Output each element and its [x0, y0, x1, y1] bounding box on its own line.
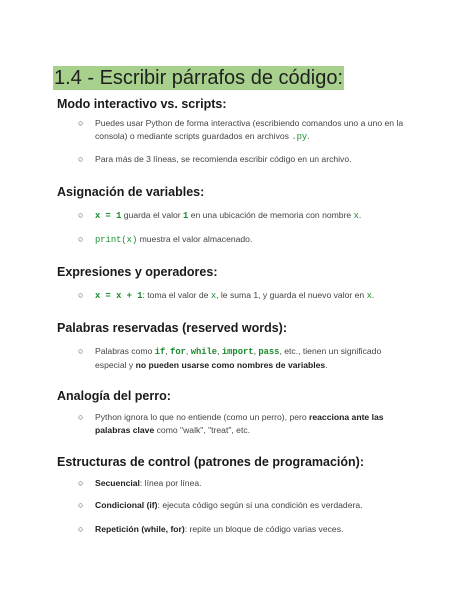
list-item: ○ Condicional (if): ejecuta código según si una condición es verdadera.: [78, 500, 363, 510]
list-item: ○ Para más de 3 líneas, se recomienda escribir código en un archivo.: [78, 154, 352, 164]
bullet-icon: ○: [78, 412, 84, 422]
page-title: 1.4 - Escribir párrafos de código:: [54, 67, 344, 89]
section-heading-assignment: Asignación de variables:: [57, 185, 205, 199]
bullet-icon: ○: [78, 500, 84, 510]
bullet-icon: ○: [78, 290, 84, 300]
list-item: ○ Puedes usar Python de forma interactiva (escribiendo comandos uno a uno en la consola) o mediante scripts guardados en archivos .py.: [78, 118, 404, 142]
bullet-icon: ○: [78, 154, 84, 164]
list-item: ○ x = x + 1: toma el valor de x, le suma 1, y guarda el nuevo valor en x.: [78, 290, 375, 301]
list-item: ○ Secuencial: línea por línea.: [78, 478, 202, 488]
list-item: ○ Palabras como if, for, while, import, pass, etc., tienen un significado especial y no pueden usarse como nombres de variables.: [78, 346, 382, 370]
bullet-icon: ○: [78, 234, 84, 244]
list-item: ○ Repetición (while, for): repite un bloque de código varias veces.: [78, 524, 344, 534]
bullet-icon: ○: [78, 210, 84, 220]
bullet-icon: ○: [78, 346, 84, 356]
section-heading-interactive: Modo interactivo vs. scripts:: [57, 97, 227, 111]
bullet-icon: ○: [78, 478, 84, 488]
list-item: ○ Python ignora lo que no entiende (como un perro), pero reacciona ante las palabras clave como "walk", "treat", etc.: [78, 412, 384, 435]
section-heading-expressions: Expresiones y operadores:: [57, 265, 218, 279]
section-heading-reserved-words: Palabras reservadas (reserved words):: [57, 321, 287, 335]
bullet-icon: ○: [78, 118, 84, 128]
bullet-icon: ○: [78, 524, 84, 534]
title-wrap: [53, 66, 344, 90]
section-heading-dog-analogy: Analogía del perro:: [57, 389, 171, 403]
list-item: ○ print(x) muestra el valor almacenado.: [78, 234, 253, 245]
list-item: ○ x = 1 guarda el valor 1 en una ubicación de memoria con nombre x.: [78, 210, 362, 221]
section-heading-control-structures: Estructuras de control (patrones de programación):: [57, 455, 364, 469]
